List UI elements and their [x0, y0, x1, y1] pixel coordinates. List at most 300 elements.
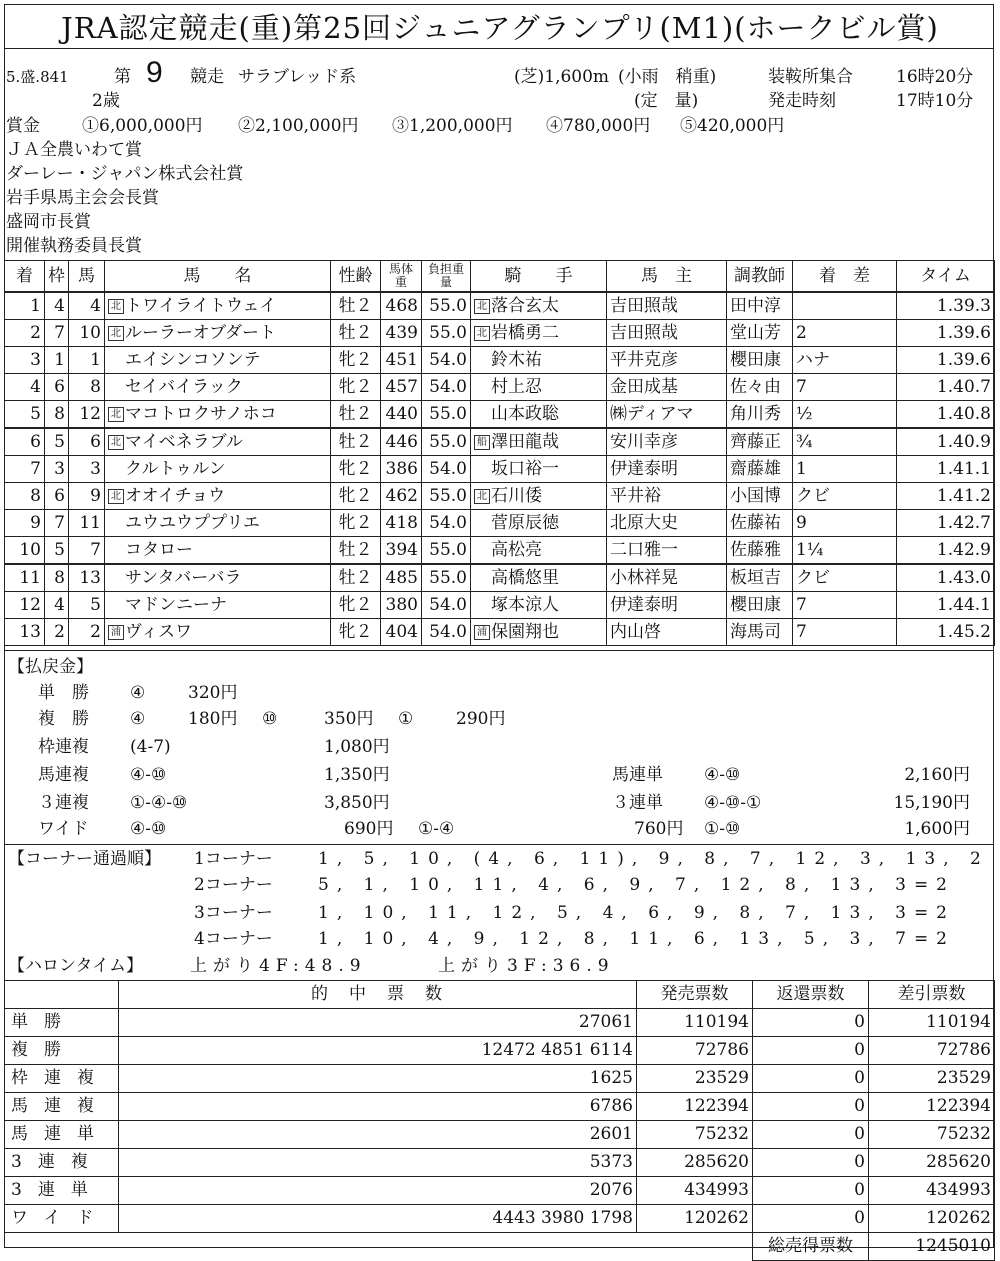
jockey-cell [471, 292, 607, 320]
corner-3-label: 3コーナー [194, 903, 273, 923]
owner-name: ㈱ディアマ [607, 401, 727, 429]
sold-votes: 122394 [637, 1093, 753, 1121]
vote-count-table [4, 980, 995, 1261]
bet-type: 3連複 [5, 1149, 119, 1177]
finish-time: 1.42.9 [897, 537, 995, 565]
sex-age: 牡２ [331, 292, 381, 320]
hit-votes: 6786 [119, 1093, 637, 1121]
horse-name: ルーラーオブダート [125, 322, 276, 343]
header-finish: 着 [5, 261, 45, 293]
jockey-name: 高松亮 [491, 539, 542, 560]
horse-region-tag: 北 [108, 489, 124, 504]
fukusho-combo-2: ⑩ [262, 709, 278, 729]
race-code: 5.盛.841 [6, 68, 69, 86]
load-weight: 54.0 [422, 619, 471, 646]
frame-number: 1 [45, 347, 69, 374]
load-weight: 55.0 [422, 564, 471, 592]
fukusho-amount-2: 350円 [324, 709, 374, 729]
sanrenpuku-combo: ①-④-⑩ [130, 793, 188, 813]
frame-number: 8 [45, 564, 69, 592]
sold-votes: 72786 [637, 1037, 753, 1065]
assembly-label: 装鞍所集合 [768, 67, 853, 87]
sex-age: 牡２ [331, 564, 381, 592]
horse-name-cell [105, 619, 331, 646]
net-votes: 75232 [869, 1121, 995, 1149]
jockey-name: 保園翔也 [491, 621, 559, 642]
trainer-name: 佐藤雅 [727, 537, 793, 565]
jockey-cell [471, 320, 607, 347]
owner-name: 伊達泰明 [607, 456, 727, 483]
assembly-time: 16時20分 [896, 67, 974, 87]
results-table [4, 260, 995, 646]
payout-divider [4, 650, 994, 651]
header-load-weight: 負担重量 [422, 261, 471, 293]
horse-name: エイシンコソンテ [125, 349, 261, 370]
trainer-name: 板垣吉 [727, 564, 793, 592]
finish-position: 10 [5, 537, 45, 565]
horse-number: 12 [69, 401, 105, 429]
corner-header: 【コーナー通過順】 [8, 849, 161, 869]
body-weight: 418 [381, 510, 422, 537]
halon-header: 【ハロンタイム】 [8, 956, 143, 976]
finish-position: 3 [5, 347, 45, 374]
sold-votes: 110194 [637, 1009, 753, 1037]
horse-name-cell [105, 374, 331, 401]
award-5: 開催執務委員長賞 [6, 236, 142, 256]
sanrentan-combo: ④-⑩-① [704, 793, 762, 813]
refund-votes: 0 [753, 1205, 869, 1233]
frame-number: 2 [45, 619, 69, 646]
hit-votes: 12472 4851 6114 [119, 1037, 637, 1065]
bet-type: 単勝 [5, 1009, 119, 1037]
horse-number: 4 [69, 292, 105, 320]
wakuren-amount: 1,080円 [324, 737, 390, 757]
finish-margin: 7 [793, 592, 897, 619]
finish-position: 9 [5, 510, 45, 537]
header-sex-age: 性齢 [331, 261, 381, 293]
vote-header-refund: 返還票数 [753, 981, 869, 1009]
jockey-cell [471, 619, 607, 646]
hit-votes: 27061 [119, 1009, 637, 1037]
result-row [5, 510, 995, 537]
finish-margin: 7 [793, 619, 897, 646]
race-age: 2歳 [92, 91, 120, 111]
owner-name: 北原大史 [607, 510, 727, 537]
finish-time: 1.40.8 [897, 401, 995, 429]
finish-time: 1.39.6 [897, 347, 995, 374]
owner-name: 二口雅一 [607, 537, 727, 565]
finish-time: 1.42.7 [897, 510, 995, 537]
hit-votes: 4443 3980 1798 [119, 1205, 637, 1233]
prize-5: ⑤420,000円 [680, 116, 785, 136]
wide-combo-2: ①-④ [418, 819, 455, 839]
body-weight: 404 [381, 619, 422, 646]
net-votes: 285620 [869, 1149, 995, 1177]
horse-name-cell [105, 401, 331, 429]
sold-votes: 285620 [637, 1149, 753, 1177]
bet-type: 枠連複 [5, 1065, 119, 1093]
frame-number: 8 [45, 401, 69, 429]
horse-name: コタロー [125, 539, 193, 560]
sex-age: 牝２ [331, 456, 381, 483]
umatan-combo: ④-⑩ [704, 765, 741, 785]
corner-divider [4, 844, 994, 845]
finish-time: 1.45.2 [897, 619, 995, 646]
horse-name: ヴィスワ [125, 621, 192, 642]
load-weight: 55.0 [422, 401, 471, 429]
umaren-combo: ④-⑩ [130, 765, 167, 785]
finish-position: 5 [5, 401, 45, 429]
vote-row [5, 1177, 995, 1205]
trainer-name: 佐藤祐 [727, 510, 793, 537]
result-row [5, 537, 995, 565]
trainer-name: 櫻田康 [727, 347, 793, 374]
body-weight: 485 [381, 564, 422, 592]
finish-margin: ¾ [793, 428, 897, 456]
load-weight: 55.0 [422, 320, 471, 347]
jockey-region-tag: 北 [474, 489, 490, 504]
wide-amount-3: 1,600円 [904, 819, 970, 839]
race-prefix: 第 [114, 67, 131, 87]
fukusho-amount-1: 180円 [188, 709, 238, 729]
owner-name: 吉田照哉 [607, 320, 727, 347]
vote-row [5, 1121, 995, 1149]
fukusho-label: 複 勝 [38, 709, 89, 729]
header-trainer: 調教師 [727, 261, 793, 293]
sanrenpuku-label: ３連複 [38, 793, 89, 813]
horse-name-cell [105, 456, 331, 483]
horse-number: 3 [69, 456, 105, 483]
result-row [5, 564, 995, 592]
finish-time: 1.41.1 [897, 456, 995, 483]
vote-header-hit: 的 中 票 数 [119, 981, 637, 1009]
finish-position: 7 [5, 456, 45, 483]
horse-number: 1 [69, 347, 105, 374]
header-owner: 馬 主 [607, 261, 727, 293]
bet-type: 3連単 [5, 1177, 119, 1205]
sold-votes: 75232 [637, 1121, 753, 1149]
frame-number: 6 [45, 483, 69, 510]
horse-number: 9 [69, 483, 105, 510]
horse-name-cell [105, 592, 331, 619]
jockey-cell [471, 564, 607, 592]
sex-age: 牡２ [331, 320, 381, 347]
result-row [5, 483, 995, 510]
jockey-name: 鈴木祐 [491, 349, 542, 370]
finish-position: 4 [5, 374, 45, 401]
header-time: タイム [897, 261, 995, 293]
body-weight: 394 [381, 537, 422, 565]
horse-name: マコトロクサノホコ [125, 403, 277, 424]
frame-number: 4 [45, 592, 69, 619]
result-row [5, 592, 995, 619]
hit-votes: 5373 [119, 1149, 637, 1177]
jockey-name: 菅原辰徳 [491, 512, 559, 533]
wide-combo-1: ④-⑩ [130, 819, 167, 839]
finish-margin: 1¼ [793, 537, 897, 565]
vote-row [5, 1037, 995, 1065]
finish-position: 6 [5, 428, 45, 456]
halon-last3f: 上がり3F:36.9 [438, 956, 615, 976]
finish-time: 1.40.7 [897, 374, 995, 401]
refund-votes: 0 [753, 1121, 869, 1149]
prize-3: ③1,200,000円 [392, 116, 513, 136]
jockey-name: 坂口裕一 [491, 458, 559, 479]
result-row [5, 320, 995, 347]
trainer-name: 海馬司 [727, 619, 793, 646]
horse-number: 11 [69, 510, 105, 537]
fukusho-amount-3: 290円 [456, 709, 506, 729]
refund-votes: 0 [753, 1037, 869, 1065]
payout-header: 【払戻金】 [8, 657, 93, 677]
fukusho-combo-3: ① [398, 709, 414, 729]
body-weight: 380 [381, 592, 422, 619]
vote-total-row [5, 1233, 995, 1261]
wide-amount-1: 690円 [344, 819, 394, 839]
finish-time: 1.39.3 [897, 292, 995, 320]
sold-votes: 434993 [637, 1177, 753, 1205]
vote-row [5, 1093, 995, 1121]
jockey-cell [471, 456, 607, 483]
tansho-amount: 320円 [188, 683, 238, 703]
frame-number: 5 [45, 428, 69, 456]
bet-type: ワイド [5, 1205, 119, 1233]
race-number: 9 [146, 56, 163, 89]
frame-number: 3 [45, 456, 69, 483]
finish-position: 2 [5, 320, 45, 347]
finish-margin: 1 [793, 456, 897, 483]
corner-2-order: 5, 1, 10, 11, 4, 6, 9, 7, 12, 8, 13, 3=2 [318, 875, 955, 895]
result-row [5, 292, 995, 320]
finish-margin: ハナ [793, 347, 897, 374]
page-title: JRA認定競走(重)第25回ジュニアグランプリ(M1)(ホークビル賞) [61, 11, 939, 45]
net-votes: 110194 [869, 1009, 995, 1037]
horse-name-cell [105, 564, 331, 592]
horse-name: クルトゥルン [125, 458, 226, 479]
halon-last4f: 上がり4F:48.9 [190, 956, 367, 976]
vote-row [5, 1009, 995, 1037]
jockey-name: 山本政聡 [491, 403, 559, 424]
header-horse-name: 馬 名 [105, 261, 331, 293]
jockey-cell [471, 428, 607, 456]
result-row [5, 619, 995, 646]
race-breed: サラブレッド系 [238, 67, 357, 87]
horse-number: 13 [69, 564, 105, 592]
sex-age: 牝２ [331, 347, 381, 374]
trainer-name: 櫻田康 [727, 592, 793, 619]
result-row [5, 428, 995, 456]
net-votes: 72786 [869, 1037, 995, 1065]
wide-combo-3: ①-⑩ [704, 819, 741, 839]
wakuren-label: 枠連複 [38, 737, 89, 757]
award-3: 岩手県馬主会会長賞 [6, 188, 159, 208]
horse-name: ユウユウププリエ [125, 512, 260, 533]
header-jockey: 騎 手 [471, 261, 607, 293]
finish-time: 1.43.0 [897, 564, 995, 592]
umaren-amount: 1,350円 [324, 765, 390, 785]
horse-number: 5 [69, 592, 105, 619]
fukusho-combo-1: ④ [130, 709, 146, 729]
sex-age: 牝２ [331, 619, 381, 646]
jockey-cell [471, 483, 607, 510]
trainer-name: 佐々由 [727, 374, 793, 401]
sanrentan-label: ３連単 [612, 793, 663, 813]
vote-row [5, 1149, 995, 1177]
refund-votes: 0 [753, 1149, 869, 1177]
horse-name-cell [105, 347, 331, 374]
jockey-region-tag: 船 [474, 435, 490, 450]
corner-1-label: 1コーナー [194, 849, 273, 869]
post-time: 17時10分 [896, 91, 974, 111]
sanrentan-amount: 15,190円 [893, 793, 970, 813]
horse-region-tag: 北 [108, 435, 124, 450]
owner-name: 小林祥晃 [607, 564, 727, 592]
body-weight: 446 [381, 428, 422, 456]
body-weight: 462 [381, 483, 422, 510]
horse-region-tag: 浦 [108, 625, 124, 640]
sex-age: 牡２ [331, 537, 381, 565]
sex-age: 牡２ [331, 428, 381, 456]
jockey-cell [471, 510, 607, 537]
horse-name: トワイライトウェイ [125, 295, 277, 316]
jockey-region-tag: 北 [474, 326, 490, 341]
horse-name-cell [105, 483, 331, 510]
sex-age: 牝２ [331, 374, 381, 401]
finish-position: 13 [5, 619, 45, 646]
body-weight: 457 [381, 374, 422, 401]
load-weight: 55.0 [422, 428, 471, 456]
horse-name: オオイチョウ [125, 485, 226, 506]
finish-position: 8 [5, 483, 45, 510]
owner-name: 平井克彦 [607, 347, 727, 374]
jockey-region-tag: 北 [474, 299, 490, 314]
jockey-name: 岩橋勇二 [491, 322, 559, 343]
trainer-name: 田中淳 [727, 292, 793, 320]
finish-margin: 7 [793, 374, 897, 401]
owner-name: 吉田照哉 [607, 292, 727, 320]
tansho-combo: ④ [130, 683, 146, 703]
jockey-cell [471, 537, 607, 565]
finish-time: 1.40.9 [897, 428, 995, 456]
horse-name: セイバイラック [125, 376, 243, 397]
corner-4-order: 1, 10, 4, 9, 12, 8, 11, 6, 13, 5, 3, 7=2 [318, 929, 955, 949]
load-weight: 55.0 [422, 537, 471, 565]
body-weight: 451 [381, 347, 422, 374]
header-margin: 着 差 [793, 261, 897, 293]
frame-number: 7 [45, 320, 69, 347]
award-1: ＪＡ全農いわて賞 [6, 140, 142, 160]
refund-votes: 0 [753, 1009, 869, 1037]
wide-amount-2: 760円 [634, 819, 684, 839]
horse-number: 10 [69, 320, 105, 347]
sanrenpuku-amount: 3,850円 [324, 793, 390, 813]
umatan-label: 馬連単 [612, 765, 663, 785]
header-frame: 枠 [45, 261, 69, 293]
net-votes: 434993 [869, 1177, 995, 1205]
corner-2-label: 2コーナー [194, 875, 273, 895]
horse-number: 2 [69, 619, 105, 646]
corner-4-label: 4コーナー [194, 929, 273, 949]
vote-row [5, 1205, 995, 1233]
finish-margin [793, 292, 897, 320]
title-divider [4, 48, 994, 49]
finish-position: 11 [5, 564, 45, 592]
trainer-name: 小国博 [727, 483, 793, 510]
prize-1: ①6,000,000円 [82, 116, 203, 136]
hit-votes: 2601 [119, 1121, 637, 1149]
jockey-name: 澤田龍哉 [491, 431, 559, 452]
sex-age: 牝２ [331, 483, 381, 510]
award-4: 盛岡市長賞 [6, 212, 91, 232]
finish-margin: ½ [793, 401, 897, 429]
race-weather-going: (小雨 稍重) [618, 67, 717, 87]
load-weight: 54.0 [422, 592, 471, 619]
post-label: 発走時刻 [768, 91, 836, 111]
trainer-name: 齊藤正 [727, 428, 793, 456]
jockey-name: 石川倭 [491, 485, 542, 506]
corner-3-order: 1, 10, 11, 12, 5, 4, 6, 9, 8, 7, 13, 3=2 [318, 903, 955, 923]
race-suffix: 競走 [190, 67, 224, 87]
load-weight: 54.0 [422, 374, 471, 401]
sold-votes: 23529 [637, 1065, 753, 1093]
horse-region-tag: 北 [108, 326, 124, 341]
header-body-weight: 馬体重 [381, 261, 422, 293]
trainer-name: 堂山芳 [727, 320, 793, 347]
frame-number: 7 [45, 510, 69, 537]
refund-votes: 0 [753, 1093, 869, 1121]
sold-votes: 120262 [637, 1205, 753, 1233]
horse-region-tag: 北 [108, 407, 124, 422]
total-votes: 1245010 [869, 1233, 995, 1261]
trainer-name: 角川秀 [727, 401, 793, 429]
race-weight-rule: (定 量) [634, 91, 699, 111]
horse-number: 8 [69, 374, 105, 401]
net-votes: 120262 [869, 1205, 995, 1233]
finish-time: 1.39.6 [897, 320, 995, 347]
finish-position: 12 [5, 592, 45, 619]
prize-4: ④780,000円 [546, 116, 651, 136]
frame-number: 5 [45, 537, 69, 565]
jockey-name: 落合玄太 [491, 295, 559, 316]
finish-margin: クビ [793, 483, 897, 510]
jockey-cell [471, 401, 607, 429]
jockey-cell [471, 347, 607, 374]
bet-type: 複勝 [5, 1037, 119, 1065]
load-weight: 54.0 [422, 510, 471, 537]
net-votes: 23529 [869, 1065, 995, 1093]
finish-margin: クビ [793, 564, 897, 592]
horse-region-tag: 北 [108, 299, 124, 314]
vote-row [5, 1065, 995, 1093]
hit-votes: 2076 [119, 1177, 637, 1205]
horse-number: 6 [69, 428, 105, 456]
jockey-name: 高橋悠里 [491, 567, 559, 588]
results-header-row [5, 261, 995, 293]
wakuren-combo: (4-7) [130, 737, 171, 757]
horse-name-cell [105, 510, 331, 537]
load-weight: 55.0 [422, 292, 471, 320]
sex-age: 牝２ [331, 510, 381, 537]
corner-1-order: 1, 5, 10, (4, 6, 11), 9, 8, 7, 12, 3, 13, 2 [318, 849, 989, 869]
body-weight: 439 [381, 320, 422, 347]
refund-votes: 0 [753, 1065, 869, 1093]
race-course: (芝)1,600m [514, 67, 610, 87]
owner-name: 平井裕 [607, 483, 727, 510]
body-weight: 468 [381, 292, 422, 320]
finish-margin: 9 [793, 510, 897, 537]
hit-votes: 1625 [119, 1065, 637, 1093]
net-votes: 122394 [869, 1093, 995, 1121]
